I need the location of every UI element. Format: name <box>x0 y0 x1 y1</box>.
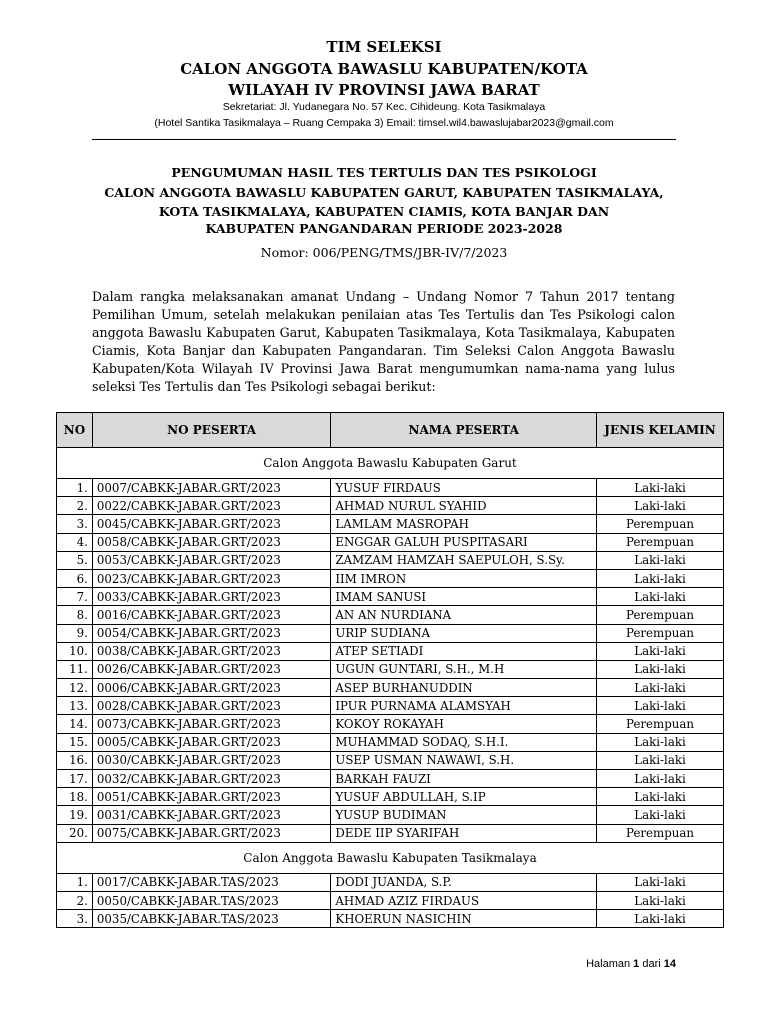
cell-no: 2. <box>57 891 93 909</box>
cell-jenis-kelamin: Laki-laki <box>597 569 724 587</box>
cell-no: 17. <box>57 770 93 788</box>
cell-jenis-kelamin: Laki-laki <box>597 751 724 769</box>
cell-jenis-kelamin: Perempuan <box>597 533 724 551</box>
cell-nama-peserta: AHMAD NURUL SYAHID <box>331 497 597 515</box>
cell-no: 18. <box>57 788 93 806</box>
cell-jenis-kelamin: Perempuan <box>597 824 724 842</box>
cell-nama-peserta: DEDE IIP SYARIFAH <box>331 824 597 842</box>
cell-jenis-kelamin: Perempuan <box>597 515 724 533</box>
hotel-email-line: (Hotel Santika Tasikmalaya – Ruang Cempaka 3) Email: timsel.wil4.bawaslujabar2023@gmail.com <box>154 117 614 129</box>
cell-nama-peserta: ENGGAR GALUH PUSPITASARI <box>331 533 597 551</box>
header-divider <box>92 139 676 140</box>
cell-jenis-kelamin: Perempuan <box>597 606 724 624</box>
cell-jenis-kelamin: Laki-laki <box>597 588 724 606</box>
header-no: NO <box>57 413 93 448</box>
cell-nama-peserta: LAMLAM MASROPAH <box>331 515 597 533</box>
cell-no-peserta: 0035/CABKK-JABAR.TAS/2023 <box>92 910 330 928</box>
cell-jenis-kelamin: Laki-laki <box>597 873 724 891</box>
cell-nama-peserta: ATEP SETIADI <box>331 642 597 660</box>
table-row <box>57 770 724 788</box>
cell-nama-peserta: YUSUF ABDULLAH, S.IP <box>331 788 597 806</box>
cell-no-peserta: 0050/CABKK-JABAR.TAS/2023 <box>92 891 330 909</box>
table-row <box>57 751 724 769</box>
page-number <box>586 958 676 970</box>
cell-jenis-kelamin: Laki-laki <box>597 910 724 928</box>
cell-nama-peserta: AHMAD AZIZ FIRDAUS <box>331 891 597 909</box>
header-no-peserta: NO PESERTA <box>92 413 330 448</box>
cell-no: 8. <box>57 606 93 624</box>
cell-no: 3. <box>57 910 93 928</box>
cell-nama-peserta: ASEP BURHANUDDIN <box>331 679 597 697</box>
cell-no: 1. <box>57 479 93 497</box>
cell-nama-peserta: DODI JUANDA, S.P. <box>331 873 597 891</box>
cell-no-peserta: 0017/CABKK-JABAR.TAS/2023 <box>92 873 330 891</box>
cell-nama-peserta: URIP SUDIANA <box>331 624 597 642</box>
cell-no: 3. <box>57 515 93 533</box>
table-row <box>57 788 724 806</box>
cell-nama-peserta: AN AN NURDIANA <box>331 606 597 624</box>
table-row <box>57 588 724 606</box>
table-body <box>57 448 724 928</box>
cell-jenis-kelamin: Laki-laki <box>597 679 724 697</box>
secretariat-address: Sekretariat: Jl. Yudanegara No. 57 Kec. Cihideung. Kota Tasikmalaya <box>222 101 546 113</box>
cell-jenis-kelamin: Laki-laki <box>597 806 724 824</box>
cell-nama-peserta: BARKAH FAUZI <box>331 770 597 788</box>
cell-no-peserta: 0045/CABKK-JABAR.GRT/2023 <box>92 515 330 533</box>
cell-no-peserta: 0006/CABKK-JABAR.GRT/2023 <box>92 679 330 697</box>
cell-no: 16. <box>57 751 93 769</box>
cell-jenis-kelamin: Perempuan <box>597 715 724 733</box>
table-row <box>57 806 724 824</box>
cell-nama-peserta: KOKOY ROKAYAH <box>331 715 597 733</box>
page-total: 14 <box>663 958 676 970</box>
table-row <box>57 733 724 751</box>
cell-no-peserta: 0033/CABKK-JABAR.GRT/2023 <box>92 588 330 606</box>
cell-no: 7. <box>57 588 93 606</box>
table-row <box>57 533 724 551</box>
cell-jenis-kelamin: Laki-laki <box>597 642 724 660</box>
table-row <box>57 515 724 533</box>
cell-jenis-kelamin: Laki-laki <box>597 551 724 569</box>
announcement-title-2: CALON ANGGOTA BAWASLU KABUPATEN GARUT, KABUPATEN TASIKMALAYA, <box>104 185 664 200</box>
cell-no-peserta: 0075/CABKK-JABAR.GRT/2023 <box>92 824 330 842</box>
cell-no: 12. <box>57 679 93 697</box>
table-row <box>57 824 724 842</box>
cell-nama-peserta: YUSUF FIRDAUS <box>331 479 597 497</box>
cell-nama-peserta: YUSUP BUDIMAN <box>331 806 597 824</box>
cell-no: 9. <box>57 624 93 642</box>
cell-no-peserta: 0054/CABKK-JABAR.GRT/2023 <box>92 624 330 642</box>
cell-nama-peserta: KHOERUN NASICHIN <box>331 910 597 928</box>
cell-no: 13. <box>57 697 93 715</box>
cell-no-peserta: 0073/CABKK-JABAR.GRT/2023 <box>92 715 330 733</box>
cell-jenis-kelamin: Perempuan <box>597 624 724 642</box>
table-row <box>57 497 724 515</box>
table-row <box>57 679 724 697</box>
cell-no-peserta: 0007/CABKK-JABAR.GRT/2023 <box>92 479 330 497</box>
table-header-row <box>57 413 724 448</box>
cell-no: 4. <box>57 533 93 551</box>
announcement-number: Nomor: 006/PENG/TMS/JBR-IV/7/2023 <box>260 245 508 260</box>
cell-jenis-kelamin: Laki-laki <box>597 660 724 678</box>
cell-no-peserta: 0005/CABKK-JABAR.GRT/2023 <box>92 733 330 751</box>
cell-no: 1. <box>57 873 93 891</box>
table-row <box>57 697 724 715</box>
cell-no: 11. <box>57 660 93 678</box>
table-row <box>57 606 724 624</box>
announcement-title-4: KABUPATEN PANGANDARAN PERIODE 2023-2028 <box>205 221 563 236</box>
cell-jenis-kelamin: Laki-laki <box>597 770 724 788</box>
cell-no: 14. <box>57 715 93 733</box>
table-row <box>57 891 724 909</box>
cell-no-peserta: 0038/CABKK-JABAR.GRT/2023 <box>92 642 330 660</box>
cell-no: 19. <box>57 806 93 824</box>
table-row <box>57 551 724 569</box>
cell-nama-peserta: UGUN GUNTARI, S.H., M.H <box>331 660 597 678</box>
section-header-row <box>57 842 724 873</box>
cell-no: 20. <box>57 824 93 842</box>
cell-no-peserta: 0058/CABKK-JABAR.GRT/2023 <box>92 533 330 551</box>
cell-no: 15. <box>57 733 93 751</box>
header-line-3: WILAYAH IV PROVINSI JAWA BARAT <box>228 81 540 99</box>
cell-nama-peserta: IMAM SANUSI <box>331 588 597 606</box>
cell-no-peserta: 0030/CABKK-JABAR.GRT/2023 <box>92 751 330 769</box>
cell-no-peserta: 0016/CABKK-JABAR.GRT/2023 <box>92 606 330 624</box>
section-title: Calon Anggota Bawaslu Kabupaten Tasikmalaya <box>57 842 724 873</box>
cell-nama-peserta: IIM IMRON <box>331 569 597 587</box>
cell-nama-peserta: ZAMZAM HAMZAH SAEPULOH, S.Sy. <box>331 551 597 569</box>
cell-no-peserta: 0026/CABKK-JABAR.GRT/2023 <box>92 660 330 678</box>
cell-nama-peserta: MUHAMMAD SODAQ, S.H.I. <box>331 733 597 751</box>
cell-no: 6. <box>57 569 93 587</box>
cell-nama-peserta: IPUR PURNAMA ALAMSYAH <box>331 697 597 715</box>
cell-no: 10. <box>57 642 93 660</box>
intro-paragraph: Dalam rangka melaksanakan amanat Undang – Undang Nomor 7 Tahun 2017 tentang Pemilihan Umum, setelah melakukan penilaian atas Tes Tertulis dan Tes Psikologi calon anggota Bawaslu Kabupaten Garut, Kabupaten Tasikmalaya, Kota Tasikmalaya, Kabupaten Ciamis, Kota Banjar dan Kabupaten Pangandaran. Tim Seleksi Calon Anggota Bawaslu Kabupaten/Kota Wilayah IV Provinsi Jawa Barat mengumumkan nama-nama yang lulus seleksi Tes Tertulis dan Tes Psikologi sebagai berikut: <box>92 289 675 394</box>
cell-jenis-kelamin: Laki-laki <box>597 697 724 715</box>
cell-nama-peserta: USEP USMAN NAWAWI, S.H. <box>331 751 597 769</box>
table-row <box>57 873 724 891</box>
cell-jenis-kelamin: Laki-laki <box>597 788 724 806</box>
section-header-row <box>57 448 724 479</box>
cell-no-peserta: 0022/CABKK-JABAR.GRT/2023 <box>92 497 330 515</box>
section-title: Calon Anggota Bawaslu Kabupaten Garut <box>57 448 724 479</box>
header-jenis-kelamin: JENIS KELAMIN <box>597 413 724 448</box>
announcement-title-1: PENGUMUMAN HASIL TES TERTULIS DAN TES PSIKOLOGI <box>171 165 597 180</box>
cell-jenis-kelamin: Laki-laki <box>597 733 724 751</box>
cell-jenis-kelamin: Laki-laki <box>597 497 724 515</box>
cell-no-peserta: 0032/CABKK-JABAR.GRT/2023 <box>92 770 330 788</box>
page-prefix: Halaman <box>586 958 634 970</box>
table-row <box>57 642 724 660</box>
cell-jenis-kelamin: Laki-laki <box>597 479 724 497</box>
table-row <box>57 715 724 733</box>
table-row <box>57 624 724 642</box>
cell-no-peserta: 0023/CABKK-JABAR.GRT/2023 <box>92 569 330 587</box>
table-row <box>57 660 724 678</box>
cell-no-peserta: 0031/CABKK-JABAR.GRT/2023 <box>92 806 330 824</box>
page-middle: dari <box>639 958 664 970</box>
table-row <box>57 910 724 928</box>
cell-no-peserta: 0053/CABKK-JABAR.GRT/2023 <box>92 551 330 569</box>
cell-no: 2. <box>57 497 93 515</box>
announcement-title-3: KOTA TASIKMALAYA, KABUPATEN CIAMIS, KOTA BANJAR DAN <box>158 204 610 219</box>
table-row <box>57 569 724 587</box>
results-table <box>56 412 724 928</box>
cell-no-peserta: 0028/CABKK-JABAR.GRT/2023 <box>92 697 330 715</box>
cell-no: 5. <box>57 551 93 569</box>
cell-jenis-kelamin: Laki-laki <box>597 891 724 909</box>
page-current: 1 <box>633 958 640 970</box>
header-line-2: CALON ANGGOTA BAWASLU KABUPATEN/KOTA <box>180 60 588 78</box>
table-row <box>57 479 724 497</box>
header-line-1: TIM SELEKSI <box>326 38 442 56</box>
header-nama-peserta: NAMA PESERTA <box>331 413 597 448</box>
cell-no-peserta: 0051/CABKK-JABAR.GRT/2023 <box>92 788 330 806</box>
